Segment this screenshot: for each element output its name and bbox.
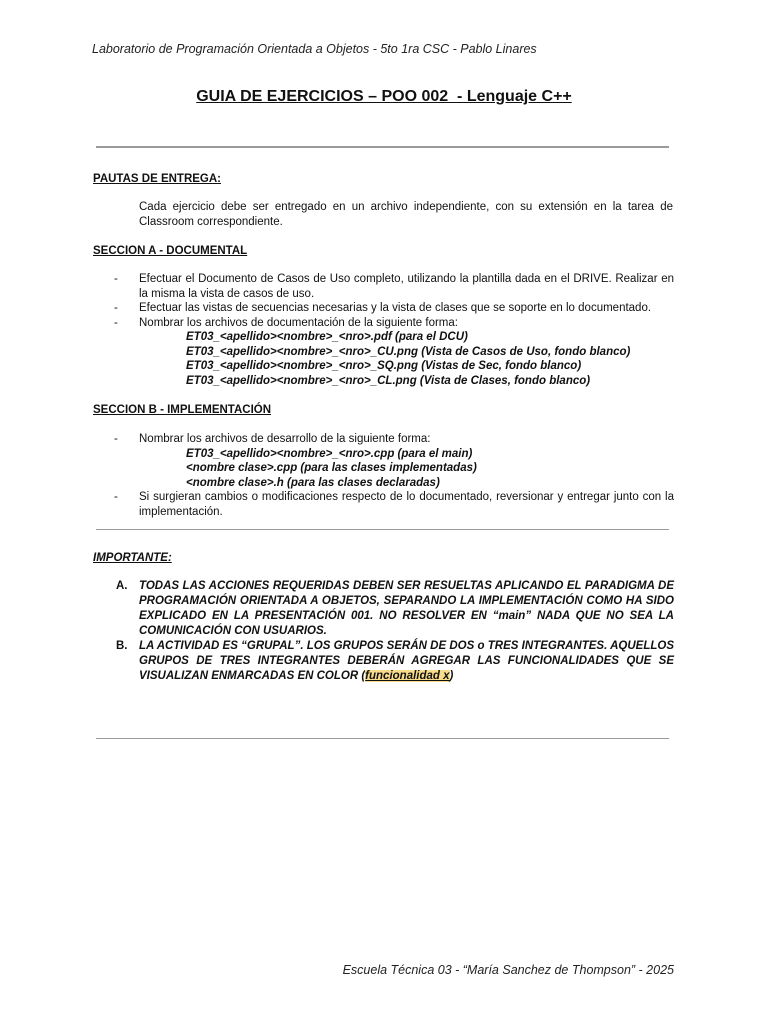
list-item-text: Nombrar los archivos de desarrollo de la siguiente forma: <box>139 433 431 445</box>
highlighted-functionality: funcionalidad x <box>365 670 450 682</box>
list-marker: A. <box>116 580 128 592</box>
bullet-dash: - <box>114 433 118 445</box>
file-name-pattern: ET03_<apellido><nombre>_<nro>.pdf (para el DCU) <box>186 331 468 343</box>
file-name-pattern: <nombre clase>.h (para las clases declaradas) <box>186 476 440 489</box>
bullet-dash: - <box>114 273 118 285</box>
list-item-text: Si surgieran cambios o modificaciones respecto de lo documentado, reversionar y entregar junto con la implementación. <box>139 491 674 518</box>
list-item-text-wrapper <box>139 639 674 684</box>
pautas-text: Cada ejercicio debe ser entregado en un archivo independiente, con su extensión en la tarea de Classroom correspondiente. <box>139 201 673 228</box>
divider-top <box>96 146 669 148</box>
list-item <box>114 432 674 490</box>
file-name-pattern: ET03_<apellido><nombre>_<nro>_SQ.png (Vistas de Sec, fondo blanco) <box>186 360 582 372</box>
page-header: Laboratorio de Programación Orientada a Objetos - 5to 1ra CSC - Pablo Linares <box>92 42 537 56</box>
importante-list <box>114 579 674 684</box>
file-name-pattern: <nombre clase>.cpp (para las clases implementadas) <box>186 462 477 474</box>
list-item-text: Efectuar las vistas de secuencias necesarias y la vista de clases que se soporte en lo documentado. <box>139 302 652 314</box>
file-name-pattern: ET03_<apellido><nombre>_<nro>.cpp (para el main) <box>186 447 473 460</box>
bullet-dash: - <box>114 316 118 329</box>
file-name-pattern: ET03_<apellido><nombre>_<nro>_CU.png (Vista de Casos de Uso, fondo blanco) <box>186 345 631 358</box>
list-item-text: Nombrar los archivos de documentación de la siguiente forma: <box>139 316 458 329</box>
page-footer: Escuela Técnica 03 - “María Sanchez de Thompson” - 2025 <box>342 963 674 977</box>
list-item <box>114 490 674 519</box>
divider-middle <box>96 529 669 530</box>
seccion-b-heading: SECCION B - IMPLEMENTACIÓN <box>93 404 272 416</box>
list-item <box>114 579 674 639</box>
file-name-pattern: ET03_<apellido><nombre>_<nro>_CL.png (Vista de Clases, fondo blanco) <box>186 374 591 387</box>
list-marker: B. <box>116 640 128 652</box>
list-item-text: Efectuar el Documento de Casos de Uso completo, utilizando la plantilla dada en el DRIVE. Realizar en la misma la vista de casos de uso. <box>139 273 674 300</box>
seccion-a-list <box>114 272 674 388</box>
list-item <box>114 301 674 316</box>
list-item-text: TODAS LAS ACCIONES REQUERIDAS DEBEN SER RESUELTAS APLICANDO EL PARADIGMA DE PROGRAMACIÓN ORIENTADA A OBJETOS, SEPARANDO LA IMPLEMENTACIÓN COMO HA SIDO EXPLICADO EN LA PRESENTACIÓN 001. NO RESOLVER EN “main” NADA QUE NO SEA LA COMUNICACIÓN CON USUARIOS. <box>139 580 674 637</box>
list-item <box>114 639 674 684</box>
seccion-b-list <box>114 432 674 519</box>
importante-heading: IMPORTANTE: <box>93 552 172 564</box>
document-title: GUIA DE EJERCICIOS – POO 002 - Lenguaje C++ <box>196 88 572 105</box>
list-item <box>114 272 674 301</box>
list-item-text: LA ACTIVIDAD ES “GRUPAL”. LOS GRUPOS SERÁN DE DOS o TRES INTEGRANTES. AQUELLOS GRUPOS DE TRES INTEGRANTES DEBERÁN AGREGAR LAS FUNCIONALIDADES QUE SE VISUALIZAN ENMARCADAS EN COLOR ( <box>139 640 674 682</box>
pautas-heading: PAUTAS DE ENTREGA: <box>93 173 221 185</box>
divider-bottom <box>96 738 669 739</box>
seccion-a-heading: SECCION A - DOCUMENTAL <box>93 245 248 257</box>
list-item-tail: ) <box>449 670 454 682</box>
bullet-dash: - <box>114 302 118 314</box>
bullet-dash: - <box>114 491 118 503</box>
list-item <box>114 316 674 389</box>
